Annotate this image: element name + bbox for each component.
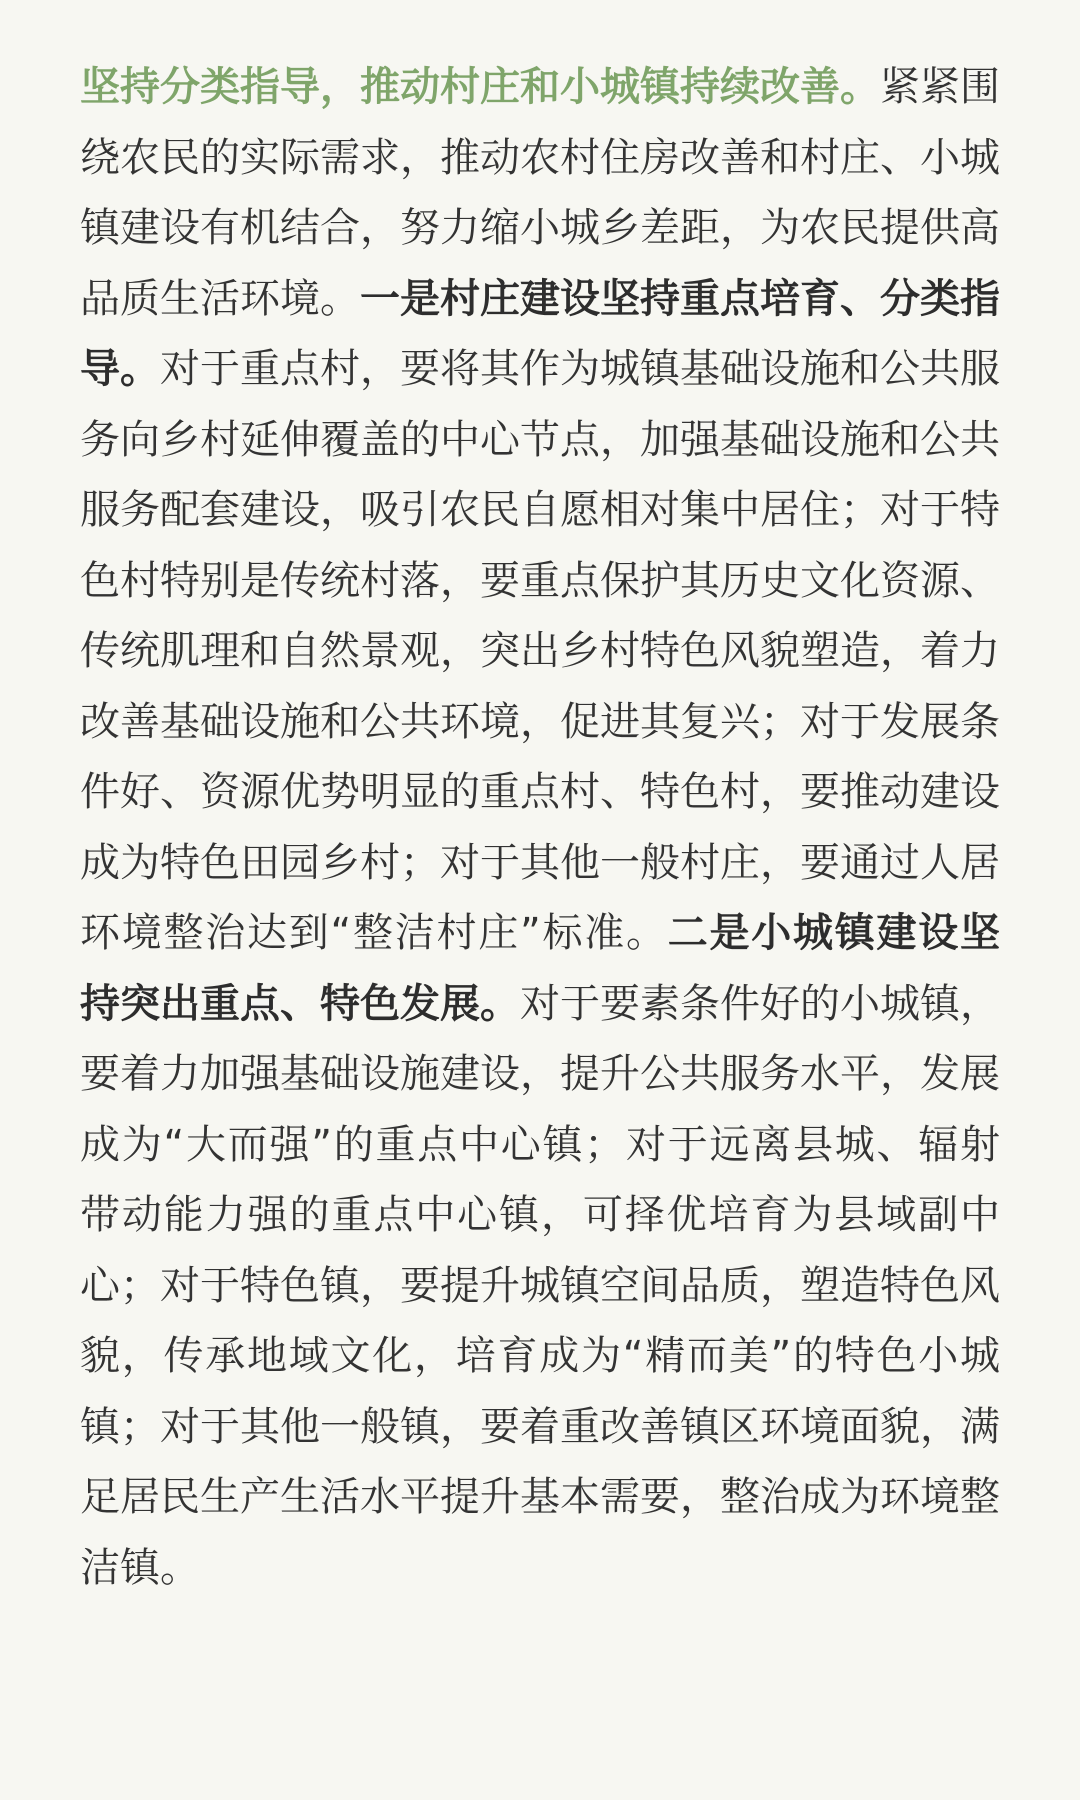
article-body [80, 52, 1000, 1603]
point2-body: 对于要素条件好的小城镇，要着力加强基础设施建设，提升公共服务水平，发展成为“大而强”的重点中心镇；对于远离县城、辐射带动能力强的重点中心镇，可择优培育为县域副中心；对于特色镇，要提升城镇空间品质，塑造特色风貌，传承地域文化，培育成为“精而美”的特色小城镇；对于其他一般镇，要着重改善镇区环境面貌，满足居民生产生活水平提升基本需要，整治成为环境整洁镇。 [80, 980, 1000, 1591]
point1-title: 一是村庄建设坚持重点培育、分类指导。 [80, 275, 1000, 392]
intro-text: 紧紧围绕农民的实际需求，推动农村住房改善和村庄、小城镇建设有机结合，努力缩小城乡差距，为农民提供高品质生活环境。 [80, 64, 1000, 322]
point1-body: 对于重点村，要将其作为城镇基础设施和公共服务向乡村延伸覆盖的中心节点，加强基础设施和公共服务配套建设，吸引农民自愿相对集中居住；对于特色村特别是传统村落，要重点保护其历史文化资源、传统肌理和自然景观，突出乡村特色风貌塑造，着力改善基础设施和公共环境，促进其复兴；对于发展条件好、资源优势明显的重点村、特色村，要推动建设成为特色田园乡村；对于其他一般村庄，要通过人居环境整治达到“整洁村庄”标准。 [80, 346, 1000, 956]
point2-title: 二是小城镇建设坚持突出重点、特色发展。 [80, 910, 1000, 1027]
article-paragraph [80, 52, 1000, 1603]
section-heading: 坚持分类指导，推动村庄和小城镇持续改善。 [80, 64, 880, 110]
